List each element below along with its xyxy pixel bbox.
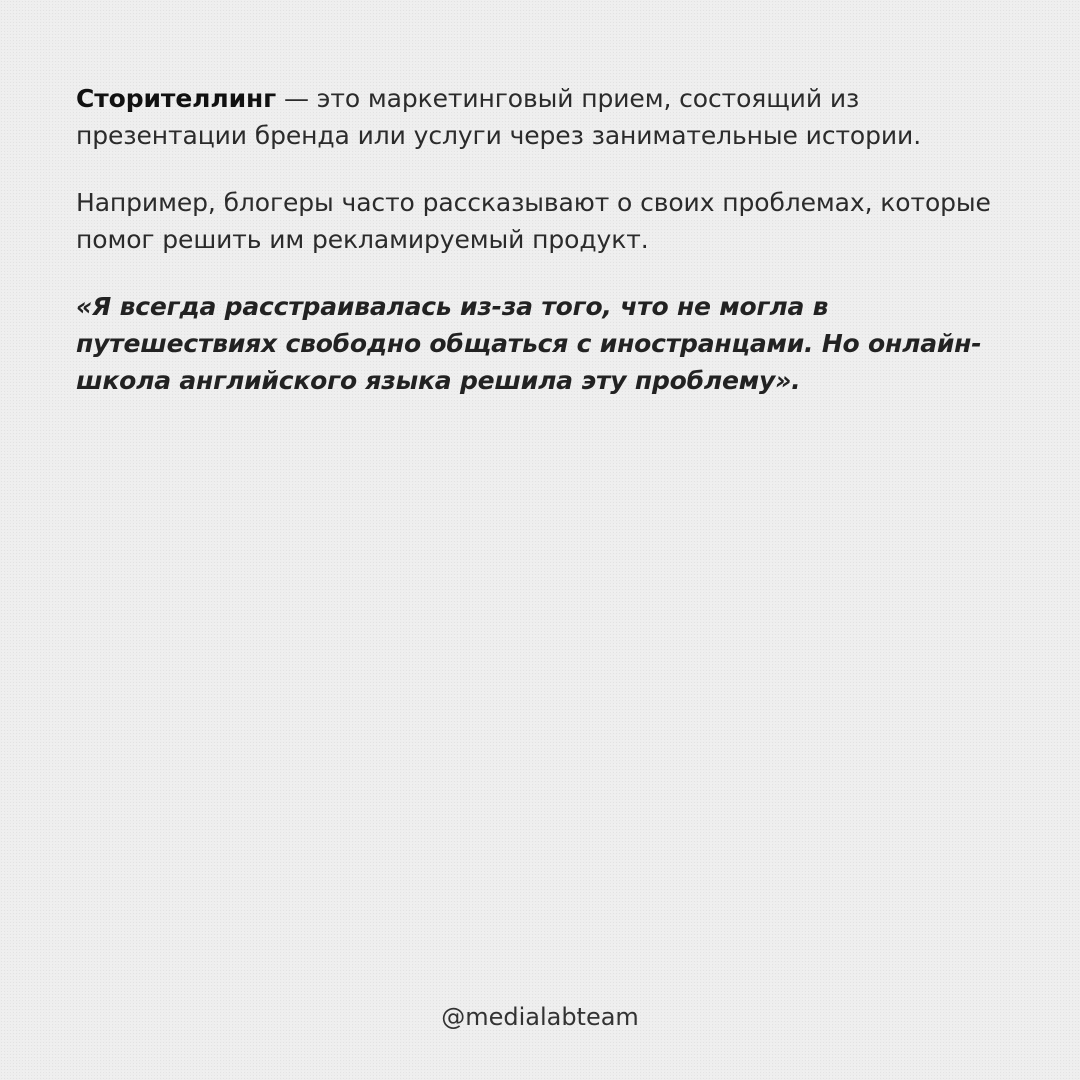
definition-text: — это маркетинговый прием, состоящий из презентации бренда или услуги через занимательные истории. <box>76 84 922 150</box>
definition-paragraph <box>76 80 1026 154</box>
example-paragraph: Например, блогеры часто рассказывают о своих проблемах, которые помог решить им рекламируемый продукт. <box>76 188 991 254</box>
post-content <box>76 80 1026 399</box>
example-quote: «Я всегда расстраивалась из-за того, что не могла в путешествиях свободно общаться с иностранцами. Но онлайн-школа английского языка решила эту проблему». <box>76 292 982 395</box>
account-handle: @medialabteam <box>441 1003 639 1031</box>
definition-term: Сторителлинг <box>76 84 277 113</box>
